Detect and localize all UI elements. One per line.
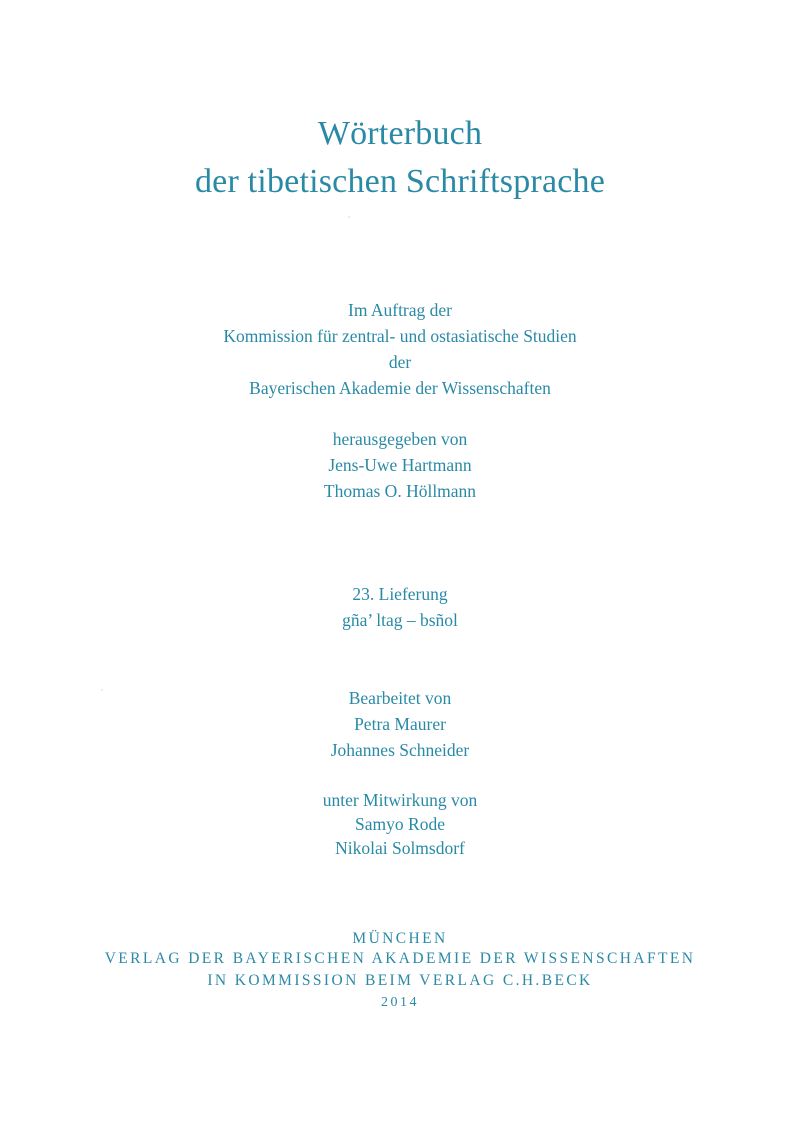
- collaborators-intro: unter Mitwirkung von: [322, 790, 478, 810]
- imprint-city: MÜNCHEN: [352, 930, 448, 947]
- compilers-intro: Bearbeitet von: [348, 688, 452, 708]
- issue-range: gña’ ltag – bsñol: [342, 610, 458, 630]
- paper-speck: [101, 689, 103, 691]
- collaborator-name: Samyo Rode: [355, 814, 445, 834]
- compiler-name: Petra Maurer: [354, 714, 446, 734]
- title-line-2: der tibetischen Schriftsprache: [194, 163, 606, 200]
- imprint-year: 2014: [381, 995, 419, 1010]
- collaborator-name: Nikolai Solmsdorf: [335, 838, 465, 858]
- imprint-commission: IN KOMMISSION BEIM VERLAG C.H.BECK: [207, 972, 593, 989]
- commission-line-2: Kommission für zentral- und ostasiatische Studien: [223, 326, 577, 346]
- title-line-1: Wörterbuch: [317, 115, 483, 152]
- editors-intro: herausgegeben von: [332, 429, 468, 449]
- imprint-publisher: VERLAG DER BAYERISCHEN AKADEMIE DER WISSENSCHAFTEN: [104, 950, 696, 967]
- paper-speck: [348, 216, 350, 218]
- issue-number: 23. Lieferung: [352, 584, 448, 604]
- editor-name: Jens-Uwe Hartmann: [328, 455, 472, 475]
- commission-line-3: der: [388, 352, 412, 372]
- editor-name: Thomas O. Höllmann: [323, 481, 477, 501]
- commission-line-1: Im Auftrag der: [348, 300, 452, 320]
- compiler-name: Johannes Schneider: [330, 740, 470, 760]
- commission-line-4: Bayerischen Akademie der Wissenschaften: [249, 378, 551, 398]
